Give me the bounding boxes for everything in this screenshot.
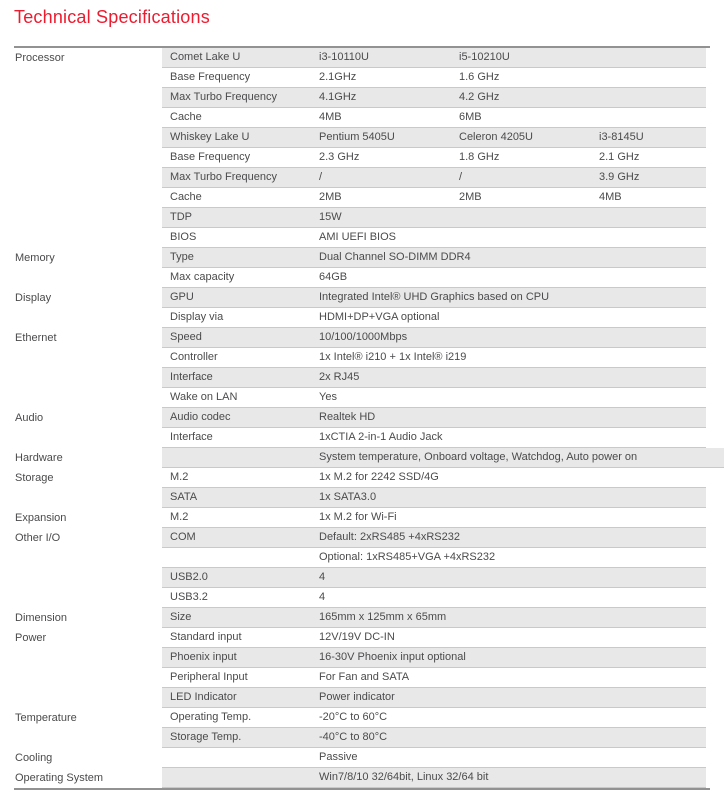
row-value-3 xyxy=(599,488,706,507)
table-row xyxy=(14,328,710,348)
row-value-2 xyxy=(459,408,599,427)
row-value-1: Pentium 5405U xyxy=(319,131,395,143)
row-value-2 xyxy=(495,548,635,567)
table-row xyxy=(14,588,710,608)
row-value-2 xyxy=(459,308,599,327)
row-band xyxy=(162,448,724,468)
category-label xyxy=(14,588,162,608)
row-band xyxy=(162,648,706,668)
row-value-1: For Fan and SATA xyxy=(319,671,410,683)
row-value-2 xyxy=(459,608,599,627)
row-value-3 xyxy=(599,668,706,687)
row-value-3 xyxy=(599,408,706,427)
row-value-2 xyxy=(459,588,599,607)
row-value-1: i3-10110U xyxy=(319,51,369,63)
row-value-1: 4.1GHz xyxy=(319,91,357,103)
row-value-2 xyxy=(459,428,599,447)
table-row xyxy=(14,208,710,228)
row-value-3 xyxy=(606,648,706,667)
row-label xyxy=(162,768,319,787)
row-value-2 xyxy=(459,328,599,347)
row-value-2 xyxy=(459,208,599,227)
row-label: Audio codec xyxy=(170,411,231,423)
row-value-2 xyxy=(459,708,599,727)
category-label: Memory xyxy=(15,252,55,264)
row-label: Operating Temp. xyxy=(170,711,252,723)
row-value-3 xyxy=(635,548,706,567)
row-label: BIOS xyxy=(170,231,197,243)
table-row xyxy=(14,748,710,768)
row-label: USB3.2 xyxy=(170,591,208,603)
row-band xyxy=(162,268,706,288)
row-band xyxy=(162,608,706,628)
row-value-1: Dual Channel SO-DIMM DDR4 xyxy=(319,251,471,263)
table-row xyxy=(14,268,710,288)
row-value-1: Power indicator xyxy=(319,691,395,703)
row-band xyxy=(162,348,706,368)
row-value-3 xyxy=(628,768,706,787)
category-label: Operating System xyxy=(15,772,104,784)
row-value-3 xyxy=(599,68,706,87)
row-band xyxy=(162,748,706,768)
row-band xyxy=(162,88,706,108)
row-value-1: 15W xyxy=(319,211,342,223)
table-row xyxy=(14,408,710,428)
table-row xyxy=(14,248,710,268)
row-value-1: 4 xyxy=(319,571,326,583)
row-label: Max Turbo Frequency xyxy=(170,91,277,103)
row-band xyxy=(162,128,706,148)
table-row xyxy=(14,308,710,328)
row-band xyxy=(162,68,706,88)
row-band xyxy=(162,428,706,448)
row-band xyxy=(162,628,706,648)
category-label: Display xyxy=(15,292,52,304)
row-label xyxy=(162,748,319,767)
row-band xyxy=(162,548,706,568)
table-row xyxy=(14,108,710,128)
row-value-3: 2.1 GHz xyxy=(599,151,640,163)
category-label xyxy=(14,648,162,668)
row-band xyxy=(162,688,706,708)
row-label: Interface xyxy=(170,371,213,383)
row-label: Size xyxy=(170,611,192,623)
row-value-2: / xyxy=(459,171,463,183)
category-label xyxy=(14,308,162,328)
row-band xyxy=(162,468,706,488)
table-row xyxy=(14,168,710,188)
category-label xyxy=(14,348,162,368)
category-label xyxy=(14,488,162,508)
table-row xyxy=(14,228,710,248)
row-value-3: 3.9 GHz xyxy=(599,171,640,183)
row-band xyxy=(162,708,706,728)
table-row xyxy=(14,648,710,668)
row-value-1: Yes xyxy=(319,391,337,403)
page-title: Technical Specifications xyxy=(14,7,210,27)
row-value-2 xyxy=(549,288,689,307)
row-value-2 xyxy=(459,368,599,387)
table-row xyxy=(14,628,710,648)
category-label: Audio xyxy=(15,412,44,424)
row-value-3 xyxy=(599,108,706,127)
table-row xyxy=(14,488,710,508)
table-row xyxy=(14,88,710,108)
row-value-1: 4 xyxy=(319,591,326,603)
spec-table xyxy=(14,46,710,790)
row-value-1: Optional: 1xRS485+VGA +4xRS232 xyxy=(319,551,496,563)
row-value-3 xyxy=(599,728,706,747)
table-row xyxy=(14,728,710,748)
row-value-2: Celeron 4205U xyxy=(459,131,533,143)
category-label: Processor xyxy=(15,52,65,64)
row-value-1: -40°C to 80°C xyxy=(319,731,388,743)
row-value-2: 1.6 GHz xyxy=(459,71,500,83)
row-value-1: HDMI+DP+VGA optional xyxy=(319,311,440,323)
row-band xyxy=(162,388,706,408)
row-value-1: 2.1GHz xyxy=(319,71,357,83)
table-row xyxy=(14,188,710,208)
row-band xyxy=(162,368,706,388)
row-value-3 xyxy=(611,248,706,267)
row-label: Base Frequency xyxy=(170,151,251,163)
row-value-2 xyxy=(488,768,628,787)
row-band xyxy=(162,288,706,308)
row-label: Wake on LAN xyxy=(170,391,238,403)
table-row xyxy=(14,508,710,528)
row-label: Speed xyxy=(170,331,202,343)
category-label xyxy=(14,228,162,248)
row-band xyxy=(162,108,706,128)
row-value-1: 165mm x 125mm x 65mm xyxy=(319,611,447,623)
row-value-1: 2.3 GHz xyxy=(319,151,360,163)
row-value-3 xyxy=(599,368,706,387)
row-value-3 xyxy=(599,268,706,287)
row-value-1: 2x RJ45 xyxy=(319,371,360,383)
category-label: Temperature xyxy=(15,712,77,724)
row-value-1: 64GB xyxy=(319,271,348,283)
category-label xyxy=(14,188,162,208)
row-label: Type xyxy=(170,251,194,263)
row-label: Display via xyxy=(170,311,224,323)
category-label: Hardware xyxy=(15,452,63,464)
table-row xyxy=(14,288,710,308)
row-value-2 xyxy=(466,348,606,367)
category-label: Expansion xyxy=(15,512,67,524)
table-row xyxy=(14,608,710,628)
row-band xyxy=(162,228,706,248)
row-value-1: / xyxy=(319,171,323,183)
row-value-2 xyxy=(460,528,600,547)
row-label: TDP xyxy=(170,211,192,223)
row-value-2 xyxy=(459,568,599,587)
category-label xyxy=(14,148,162,168)
row-value-2 xyxy=(459,228,599,247)
row-label xyxy=(162,548,319,567)
row-band xyxy=(162,728,706,748)
category-label: Storage xyxy=(15,472,54,484)
row-value-1: 16-30V Phoenix input optional xyxy=(319,651,466,663)
category-label xyxy=(14,668,162,688)
table-row xyxy=(14,468,710,488)
row-value-3 xyxy=(599,428,706,447)
table-row xyxy=(14,668,710,688)
category-label xyxy=(14,388,162,408)
row-band xyxy=(162,488,706,508)
row-value-3 xyxy=(599,328,706,347)
row-value-3 xyxy=(599,88,706,107)
row-band xyxy=(162,528,706,548)
row-band xyxy=(162,328,706,348)
row-value-2: 6MB xyxy=(459,111,482,123)
category-label xyxy=(14,568,162,588)
row-value-2: 2MB xyxy=(459,191,482,203)
row-value-3 xyxy=(599,748,706,767)
row-label: Max Turbo Frequency xyxy=(170,171,277,183)
category-label: Other I/O xyxy=(15,532,61,544)
table-row xyxy=(14,688,710,708)
row-value-1: 1x M.2 for Wi-Fi xyxy=(319,511,397,523)
row-label: Interface xyxy=(170,431,213,443)
row-value-1: Integrated Intel® UHD Graphics based on CPU xyxy=(319,291,550,303)
row-value-2 xyxy=(466,648,606,667)
row-value-2: 4.2 GHz xyxy=(459,91,500,103)
row-band xyxy=(162,308,706,328)
row-value-1: 1x M.2 for 2242 SSD/4G xyxy=(319,471,439,483)
category-label: Cooling xyxy=(15,752,53,764)
row-label: LED Indicator xyxy=(170,691,237,703)
row-value-3 xyxy=(599,568,706,587)
row-value-1: System temperature, Onboard voltage, Watchdog, Auto power on xyxy=(319,451,638,463)
category-label xyxy=(14,88,162,108)
category-label: Dimension xyxy=(15,612,67,624)
row-label xyxy=(162,448,319,467)
table-row xyxy=(14,68,710,88)
row-label: Comet Lake U xyxy=(170,51,241,63)
row-value-2 xyxy=(459,468,599,487)
row-value-3 xyxy=(599,208,706,227)
table-row xyxy=(14,388,710,408)
row-label: Max capacity xyxy=(170,271,235,283)
row-band xyxy=(162,508,706,528)
row-value-3 xyxy=(599,388,706,407)
table-row xyxy=(14,448,710,468)
row-value-2 xyxy=(459,668,599,687)
row-band xyxy=(162,568,706,588)
row-value-2 xyxy=(459,728,599,747)
row-band xyxy=(162,48,706,68)
row-band xyxy=(162,248,706,268)
row-band xyxy=(162,588,706,608)
row-band xyxy=(162,168,706,188)
row-value-3 xyxy=(600,528,706,547)
row-value-1: AMI UEFI BIOS xyxy=(319,231,397,243)
category-label: Power xyxy=(15,632,47,644)
row-value-2 xyxy=(459,748,599,767)
row-label: Base Frequency xyxy=(170,71,251,83)
category-label xyxy=(14,728,162,748)
row-value-1: -20°C to 60°C xyxy=(319,711,388,723)
row-band xyxy=(162,408,706,428)
row-value-1: 1x Intel® i210 + 1x Intel® i219 xyxy=(319,351,467,363)
row-band xyxy=(162,188,706,208)
table-row xyxy=(14,528,710,548)
category-label xyxy=(14,128,162,148)
row-label: USB2.0 xyxy=(170,571,208,583)
row-value-1: Default: 2xRS485 +4xRS232 xyxy=(319,531,460,543)
row-label: Standard input xyxy=(170,631,242,643)
row-value-3 xyxy=(606,348,706,367)
row-band xyxy=(162,208,706,228)
category-label xyxy=(14,208,162,228)
row-band xyxy=(162,768,706,788)
row-label: Peripheral Input xyxy=(170,671,248,683)
table-row xyxy=(14,348,710,368)
row-value-3: i3-8145U xyxy=(599,131,644,143)
row-label: Cache xyxy=(170,111,202,123)
row-value-1: 12V/19V DC-IN xyxy=(319,631,395,643)
category-label xyxy=(14,368,162,388)
row-value-1: 1xCTIA 2-in-1 Audio Jack xyxy=(319,431,443,443)
row-value-3 xyxy=(599,508,706,527)
table-row xyxy=(14,368,710,388)
row-value-1: 1x SATA3.0 xyxy=(319,491,377,503)
row-label: COM xyxy=(170,531,196,543)
table-row xyxy=(14,428,710,448)
row-value-1: 2MB xyxy=(319,191,342,203)
row-value-2 xyxy=(459,488,599,507)
row-label: Cache xyxy=(170,191,202,203)
row-value-1: 4MB xyxy=(319,111,342,123)
row-value-2 xyxy=(471,248,611,267)
table-row xyxy=(14,128,710,148)
row-label: M.2 xyxy=(170,511,189,523)
row-label: Storage Temp. xyxy=(170,731,242,743)
table-row xyxy=(14,708,710,728)
row-value-3 xyxy=(599,608,706,627)
category-label xyxy=(14,108,162,128)
category-label xyxy=(14,168,162,188)
row-value-2 xyxy=(459,688,599,707)
category-label xyxy=(14,68,162,88)
row-value-1: Passive xyxy=(319,751,358,763)
table-row xyxy=(14,48,710,68)
row-value-1: 10/100/1000Mbps xyxy=(319,331,408,343)
category-label xyxy=(14,548,162,568)
row-value-3: 4MB xyxy=(599,191,622,203)
row-value-2 xyxy=(459,388,599,407)
row-value-2: i5-10210U xyxy=(459,51,510,63)
row-value-2: 1.8 GHz xyxy=(459,151,500,163)
category-label: Ethernet xyxy=(15,332,57,344)
row-value-2 xyxy=(459,508,599,527)
table-row xyxy=(14,568,710,588)
category-label xyxy=(14,268,162,288)
table-row xyxy=(14,768,710,788)
row-band xyxy=(162,148,706,168)
category-label xyxy=(14,688,162,708)
row-value-1: Realtek HD xyxy=(319,411,376,423)
row-label: SATA xyxy=(170,491,198,503)
row-value-3 xyxy=(599,628,706,647)
row-value-3 xyxy=(599,228,706,247)
row-label: GPU xyxy=(170,291,194,303)
row-value-2 xyxy=(459,268,599,287)
row-label: Phoenix input xyxy=(170,651,237,663)
row-value-3 xyxy=(599,308,706,327)
table-row xyxy=(14,148,710,168)
row-value-3 xyxy=(599,468,706,487)
row-value-3 xyxy=(689,288,706,307)
row-value-2 xyxy=(637,448,724,467)
row-value-2 xyxy=(459,628,599,647)
row-label: M.2 xyxy=(170,471,189,483)
table-row xyxy=(14,548,710,568)
row-value-1: Win7/8/10 32/64bit, Linux 32/64 bit xyxy=(319,771,489,783)
row-value-3 xyxy=(599,688,706,707)
category-label xyxy=(14,428,162,448)
row-label: Controller xyxy=(170,351,218,363)
row-value-3 xyxy=(599,48,706,67)
row-value-3 xyxy=(599,588,706,607)
row-band xyxy=(162,668,706,688)
row-label: Whiskey Lake U xyxy=(170,131,250,143)
row-value-3 xyxy=(599,708,706,727)
